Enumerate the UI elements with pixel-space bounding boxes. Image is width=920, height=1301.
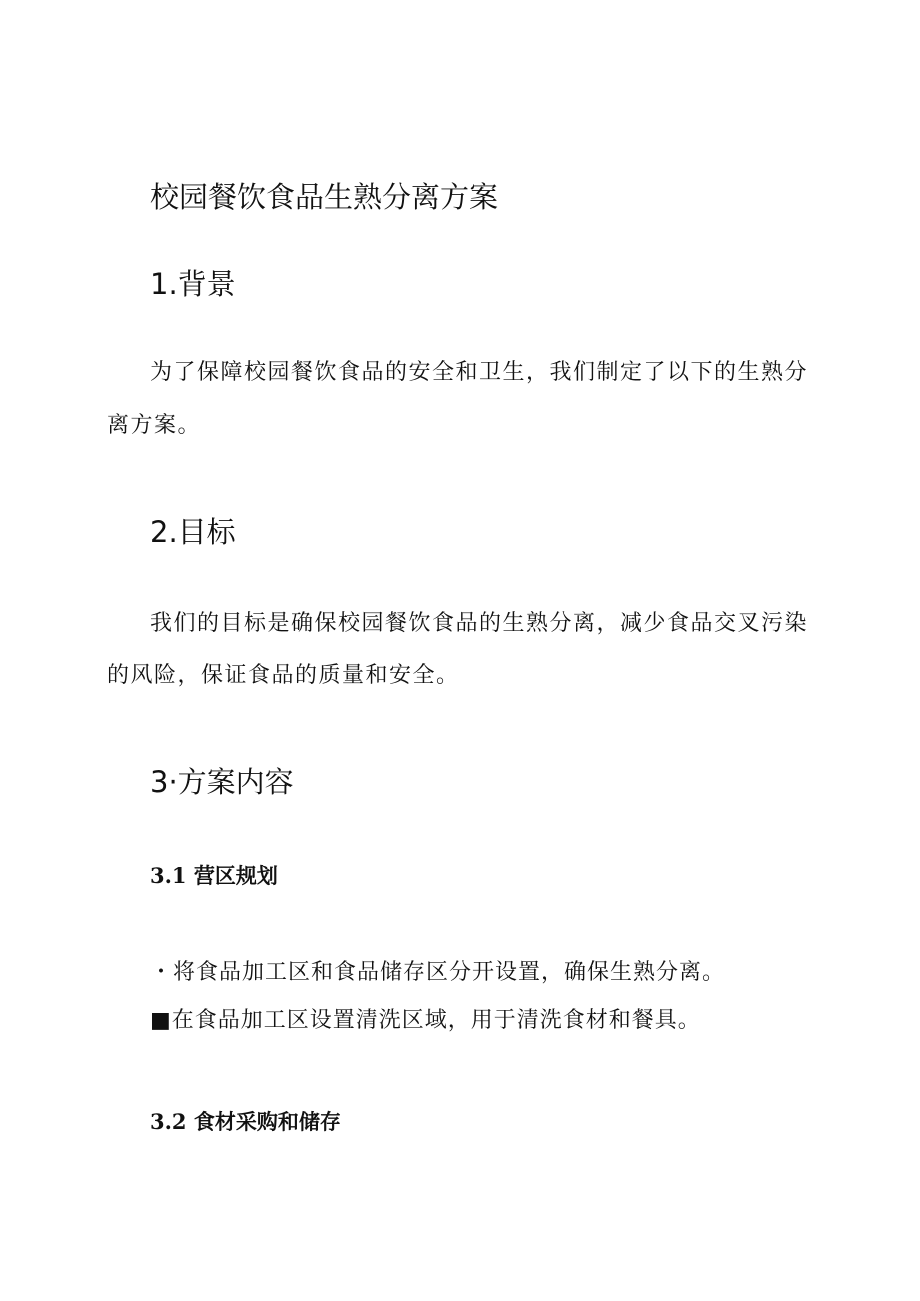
background-paragraph-line-2: 离方案。 — [107, 413, 202, 438]
subsection-heading-area-planning: 3.1 营区规划 — [150, 863, 278, 888]
section-heading-goal: 2.目标 — [150, 515, 236, 549]
goal-paragraph-line-2: 的风险，保证食品的质量和安全。 — [107, 663, 460, 688]
document-title: 校园餐饮食品生熟分离方案 — [150, 180, 499, 214]
list-item-cleaning-area: ■在食品加工区设置清洗区域，用于清洗食材和餐具。 — [150, 1008, 701, 1033]
background-paragraph-line-1: 为了保障校园餐饮食品的安全和卫生，我们制定了以下的生熟分 — [150, 360, 809, 385]
goal-paragraph-line-1: 我们的目标是确保校园餐饮食品的生熟分离，减少食品交叉污染 — [150, 611, 809, 636]
subsection-heading-procurement-storage: 3.2 食材采购和储存 — [150, 1109, 341, 1134]
section-heading-plan-content: 3·方案内容 — [150, 765, 294, 799]
list-item-separate-areas: ・将食品加工区和食品储存区分开设置，确保生熟分离。 — [150, 960, 726, 985]
section-heading-background: 1.背景 — [150, 267, 236, 301]
